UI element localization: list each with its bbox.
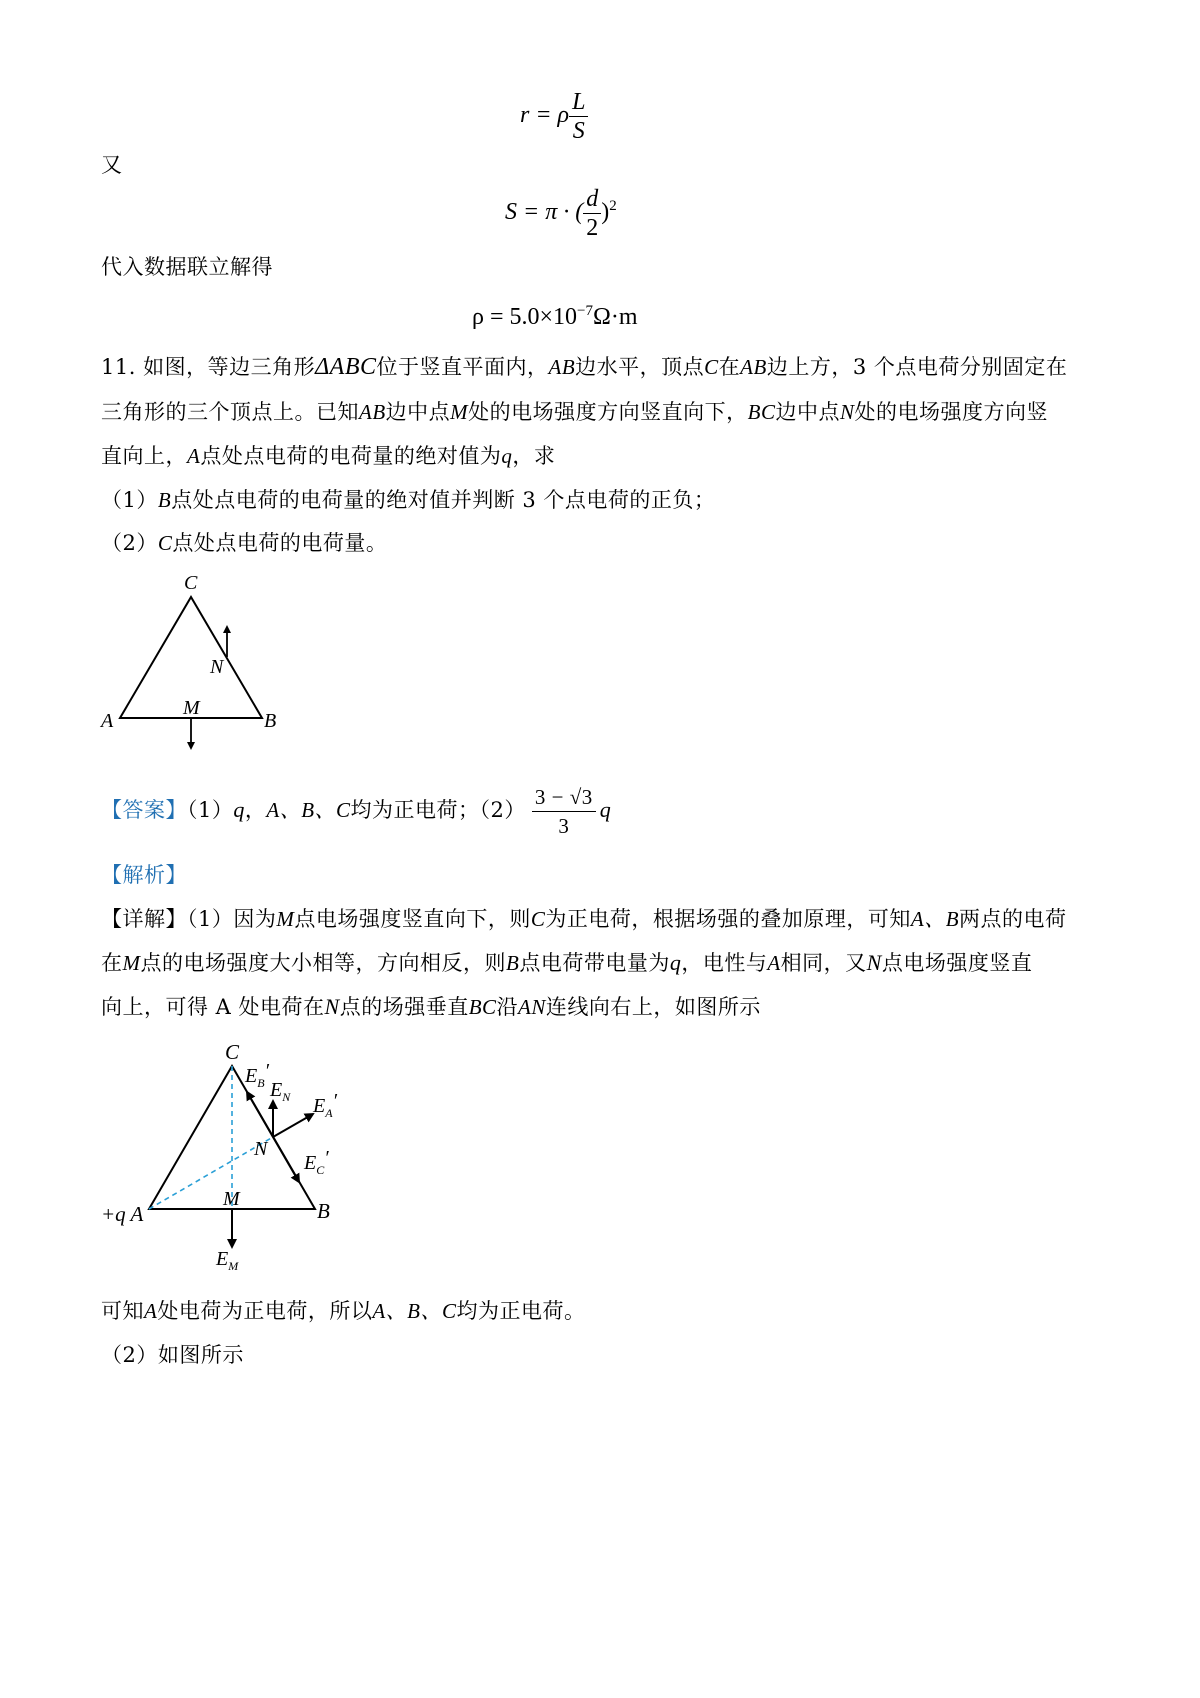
analysis-tag: 【解析】 [101,863,187,887]
equation-resistivity: $\rho = 5.0\times 10^{-7}\Omega\cdot m$ [472,303,638,330]
label-c-2: C [225,1040,240,1064]
triangle-figure-2 [95,1035,405,1280]
text-you: 又 [101,153,123,177]
label-c: C [184,572,198,594]
equation-resistance: r = ρ $\frac{L}{S}$ [520,88,588,145]
svg-text:EA′: $E_A'$ [313,1090,337,1120]
detail-line-2: 在M点的电场强度大小相等，方向相反，则B点电荷带电量为q，电性与A相同，又N点电场强度竖直 [101,950,1033,975]
arrow-ea [273,1114,313,1137]
label-m-2: M [223,1188,240,1210]
question-11-part-1: （1）B点处点电荷的电荷量的绝对值并判断 3 个点电荷的正负； [101,488,716,512]
question-11-line-1: 11. 如图，等边三角形ΔABC位于竖直平面内，AB边水平，顶点C在AB边上方，3 个点电荷分别固定在 [101,354,1068,380]
svg-text:EB′: $E_B'$ [245,1060,269,1090]
question-11-line-3: 直向上，A点处点电荷的电荷量的绝对值为q，求 [101,444,556,468]
label-n-2: N [254,1138,268,1160]
label-m: M [183,697,200,719]
label-b: B [264,710,277,732]
text-substitute: 代入数据联立解得 [101,255,273,279]
question-11-part-2: （2）C点处点电荷的电荷量。 [101,531,388,555]
label-b-2: B [317,1199,330,1223]
triangle-figure-1 [95,565,305,765]
equation-area: S = π · ( $\frac{d}{2}$ )$^2$ [505,186,617,241]
answer-tag: 【答案】 [101,798,187,822]
svg-text:EC′: $E_C'$ [304,1147,329,1177]
label-qa: +q A [101,1202,144,1226]
conclusion-line: 可知A处电荷为正电荷，所以A、B、C均为正电荷。 [101,1299,586,1323]
question-11-line-2: 三角形的三个顶点上。已知AB边中点M处的电场强度方向竖直向下，BC边中点N处的电场强度方向竖 [101,400,1049,424]
label-n: N [210,656,224,678]
detail-line-1: 【详解】（1）因为M点电场强度竖直向下，则C为正电荷，根据场强的叠加原理，可知A、B两点的电荷 [101,907,1067,931]
answer-line: 【答案】（1）q，A、B、C均为正电荷；（2） $\frac{3 - √3}{3}$ q [101,785,612,838]
svg-text:EM: $E_M$ [216,1248,239,1273]
label-a: A [101,710,114,732]
part-2-line: （2）如图所示 [101,1343,244,1367]
svg-text:EN: $E_N$ [270,1079,291,1104]
arrow-ec [273,1137,299,1182]
detail-line-3: 向上，可得 A 处电荷在N点的场强垂直BC沿AN连线向右上，如图所示 [101,994,761,1019]
